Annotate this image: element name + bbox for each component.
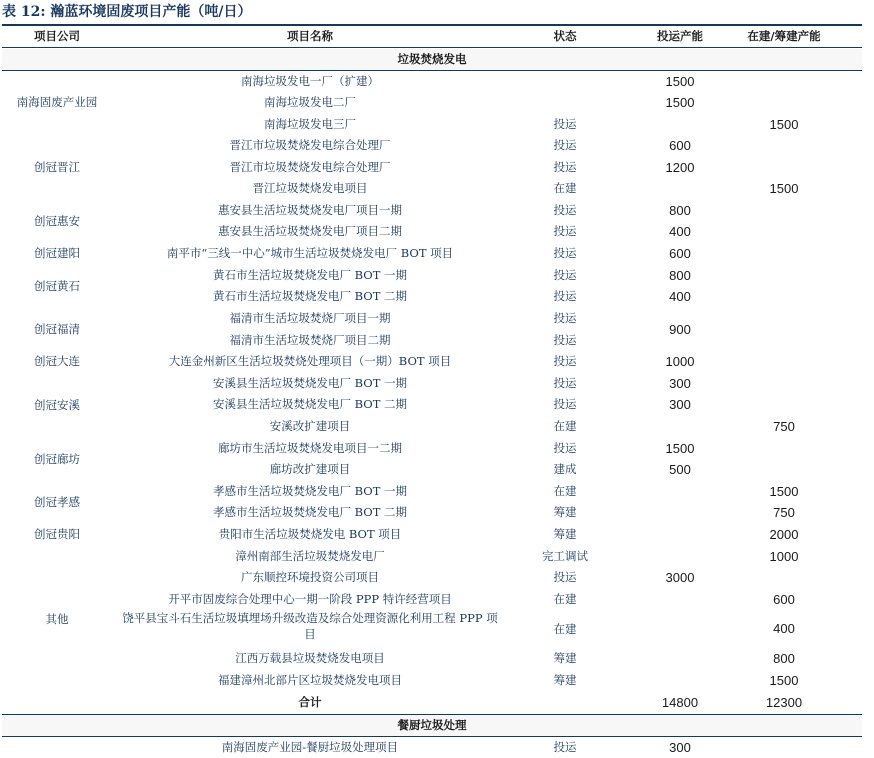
row-project-name: 贵阳市生活垃圾焚烧发电 BOT 项目 (218, 527, 402, 541)
total-building: 12300 (765, 695, 803, 710)
row-project-name: 南海垃圾发电二厂 (264, 95, 356, 109)
company-dalian: 创冠大连 (34, 354, 80, 368)
row-building-capacity (734, 438, 834, 459)
row-building-capacity: 750 (773, 419, 795, 434)
row-project-name: 孝感市生活垃圾焚烧发电厂 BOT 二期 (212, 505, 408, 519)
row-building-capacity: 400 (773, 621, 795, 636)
company-xiaogan: 创冠孝感 (34, 495, 80, 509)
row-operating-capacity: 1200 (665, 160, 695, 175)
row-project-name: 黄石市生活垃圾焚烧发电厂 BOT 一期 (212, 268, 408, 282)
row-status: 筹建 (553, 527, 577, 541)
row-operating-capacity (630, 648, 730, 669)
row-building-capacity: 1500 (769, 117, 799, 132)
row-building-capacity: 600 (773, 592, 795, 607)
header-project-name: 项目名称 (287, 29, 333, 43)
total-operating: 14800 (661, 695, 699, 710)
company-huangshi: 创冠黄石 (34, 279, 80, 293)
row-project-name: 晋江市垃圾焚烧发电综合处理厂 (229, 160, 391, 174)
row-status: 在建 (553, 419, 577, 433)
row-operating-capacity (630, 416, 730, 437)
row-project-name: 福清市生活垃圾焚烧厂项目一期 (229, 311, 391, 325)
row-operating-capacity: 300 (669, 397, 691, 412)
row-building-capacity (734, 157, 834, 178)
row-operating-capacity (630, 589, 730, 610)
row-project-name: 黄石市生活垃圾焚烧发电厂 BOT 二期 (212, 289, 408, 303)
row-building-capacity (734, 135, 834, 156)
company-anxi: 创冠安溪 (34, 398, 80, 412)
company-nanhai: 南海固废产业园 (16, 95, 98, 109)
kitchen-row-name: 南海固废产业园-餐厨垃圾处理项目 (221, 740, 399, 754)
row-project-name: 廊坊市生活垃圾焚烧发电项目一二期 (218, 441, 402, 455)
row-status (520, 92, 610, 113)
row-operating-capacity: 1500 (665, 95, 695, 110)
row-project-name: 南海垃圾发电三厂 (264, 117, 356, 131)
row-status: 投运 (553, 570, 577, 584)
section-waste-to-energy: 垃圾焚烧发电 (2, 49, 862, 70)
row-building-capacity (734, 459, 834, 480)
row-project-name: 晋江市垃圾焚烧发电综合处理厂 (229, 138, 391, 152)
row-building-capacity (734, 243, 834, 264)
row-project-name: 福建漳州北部片区垃圾焚烧发电项目 (218, 673, 402, 687)
total-label: 合计 (298, 695, 322, 709)
row-building-capacity (734, 330, 834, 351)
row-status: 投运 (553, 397, 577, 411)
row-project-name: 惠安县生活垃圾焚烧发电厂项目二期 (218, 224, 402, 238)
row-project-name: 安溪县生活垃圾焚烧发电厂 BOT 一期 (212, 376, 408, 390)
header-status: 状态 (553, 29, 577, 43)
header-rule (2, 47, 862, 48)
row-building-capacity (734, 71, 834, 92)
row-operating-capacity: 400 (669, 289, 691, 304)
table-header (0, 26, 874, 47)
row-status (520, 71, 610, 92)
row-building-capacity (734, 373, 834, 394)
row-operating-capacity (630, 178, 730, 199)
row-status: 投运 (553, 117, 577, 131)
row-status: 投运 (553, 160, 577, 174)
row-building-capacity (734, 200, 834, 221)
row-operating-capacity (630, 524, 730, 545)
row-status: 筹建 (553, 651, 577, 665)
company-fuqing: 创冠福清 (34, 322, 80, 336)
row-operating-capacity (630, 502, 730, 523)
row-status: 投运 (553, 138, 577, 152)
row-operating-capacity: 1000 (665, 354, 695, 369)
row-status: 完工调试 (542, 549, 588, 563)
company-langfang: 创冠廊坊 (34, 452, 80, 466)
row-operating-capacity: 300 (669, 376, 691, 391)
row-status: 投运 (553, 311, 577, 325)
row-operating-capacity: 1500 (665, 441, 695, 456)
row-operating-capacity (630, 670, 730, 691)
row-status: 投运 (553, 333, 577, 347)
company-huian: 创冠惠安 (34, 214, 80, 228)
row-operating-capacity: 500 (669, 462, 691, 477)
row-operating-capacity (630, 481, 730, 502)
row-building-capacity: 1500 (769, 673, 799, 688)
section-kitchen-waste: 餐厨垃圾处理 (2, 715, 862, 736)
row-status: 在建 (553, 181, 577, 195)
company-jianyang: 创冠建阳 (34, 246, 80, 260)
row-status: 投运 (553, 224, 577, 238)
row-status: 投运 (553, 268, 577, 282)
company-other: 其他 (45, 612, 69, 626)
kitchen-row-status: 投运 (553, 740, 577, 754)
row-status: 投运 (553, 354, 577, 368)
row-project-name: 孝感市生活垃圾焚烧发电厂 BOT 一期 (212, 484, 408, 498)
company-guiyang: 创冠贵阳 (34, 527, 80, 541)
row-project-name: 安溪改扩建项目 (269, 419, 351, 433)
row-building-capacity: 1500 (769, 484, 799, 499)
row-status: 在建 (553, 484, 577, 498)
row-building-capacity (734, 265, 834, 286)
row-building-capacity (734, 221, 834, 242)
header-building-capacity: 在建/筹建产能 (747, 29, 821, 43)
row-project-name: 饶平县宝斗石生活垃圾填埋场升级改造及综合处理资源化利用工程 PPP 项目 (122, 611, 498, 641)
row-project-name: 漳州南部生活垃圾焚烧发电厂 (235, 549, 385, 563)
row-building-capacity (734, 351, 834, 372)
row-building-capacity (734, 308, 834, 329)
row-project-name: 安溪县生活垃圾焚烧发电厂 BOT 二期 (212, 397, 408, 411)
row-operating-capacity: 600 (669, 138, 691, 153)
row-status: 在建 (553, 622, 577, 636)
row-project-name: 大连金州新区生活垃圾焚烧处理项目（一期）BOT 项目 (168, 354, 452, 368)
row-project-name: 南平市“三线一中心”城市生活垃圾焚烧发电厂 BOT 项目 (166, 246, 454, 260)
header-company: 项目公司 (34, 29, 80, 43)
row-project-name: 廊坊改扩建项目 (269, 462, 351, 476)
row-project-name: 惠安县生活垃圾焚烧发电厂项目一期 (218, 203, 402, 217)
row-operating-capacity: 800 (669, 268, 691, 283)
row-operating-capacity (630, 610, 730, 648)
company-jinjiang: 创冠晋江 (34, 160, 80, 174)
kitchen-row-operating: 300 (669, 740, 691, 755)
fuqing-merged-capacity: 900 (669, 322, 691, 337)
row-project-name: 广东顺控环境投资公司项目 (241, 570, 379, 584)
row-building-capacity: 800 (773, 651, 795, 666)
header-operating-capacity: 投运产能 (657, 29, 703, 43)
table-caption: 表 12: 瀚蓝环境固废项目产能（吨/日） (2, 4, 252, 20)
row-building-capacity: 1500 (769, 181, 799, 196)
row-status: 投运 (553, 289, 577, 303)
row-building-capacity: 1000 (769, 549, 799, 564)
row-project-name: 南海垃圾发电一厂（扩建） (241, 74, 379, 88)
row-operating-capacity (630, 114, 730, 135)
row-project-name: 福清市生活垃圾焚烧厂项目二期 (229, 333, 391, 347)
row-building-capacity (734, 567, 834, 588)
row-project-name: 开平市固废综合处理中心一期一阶段 PPP 特许经营项目 (168, 592, 452, 606)
row-status: 筹建 (553, 505, 577, 519)
row-status: 筹建 (553, 673, 577, 687)
row-operating-capacity: 800 (669, 203, 691, 218)
row-building-capacity: 750 (773, 505, 795, 520)
row-status: 建成 (553, 462, 577, 476)
row-project-name: 晋江垃圾焚烧发电项目 (252, 181, 368, 195)
row-status: 投运 (553, 246, 577, 260)
row-status: 投运 (553, 441, 577, 455)
row-operating-capacity (630, 546, 730, 567)
row-building-capacity (734, 286, 834, 307)
row-building-capacity: 2000 (769, 527, 799, 542)
row-status: 在建 (553, 592, 577, 606)
row-operating-capacity: 3000 (665, 570, 695, 585)
row-operating-capacity: 1500 (665, 74, 695, 89)
row-operating-capacity: 600 (669, 246, 691, 261)
row-building-capacity (734, 92, 834, 113)
row-building-capacity (734, 394, 834, 415)
row-status: 投运 (553, 376, 577, 390)
row-status: 投运 (553, 203, 577, 217)
row-project-name: 江西万载县垃圾焚烧发电项目 (235, 651, 385, 665)
row-operating-capacity: 400 (669, 224, 691, 239)
